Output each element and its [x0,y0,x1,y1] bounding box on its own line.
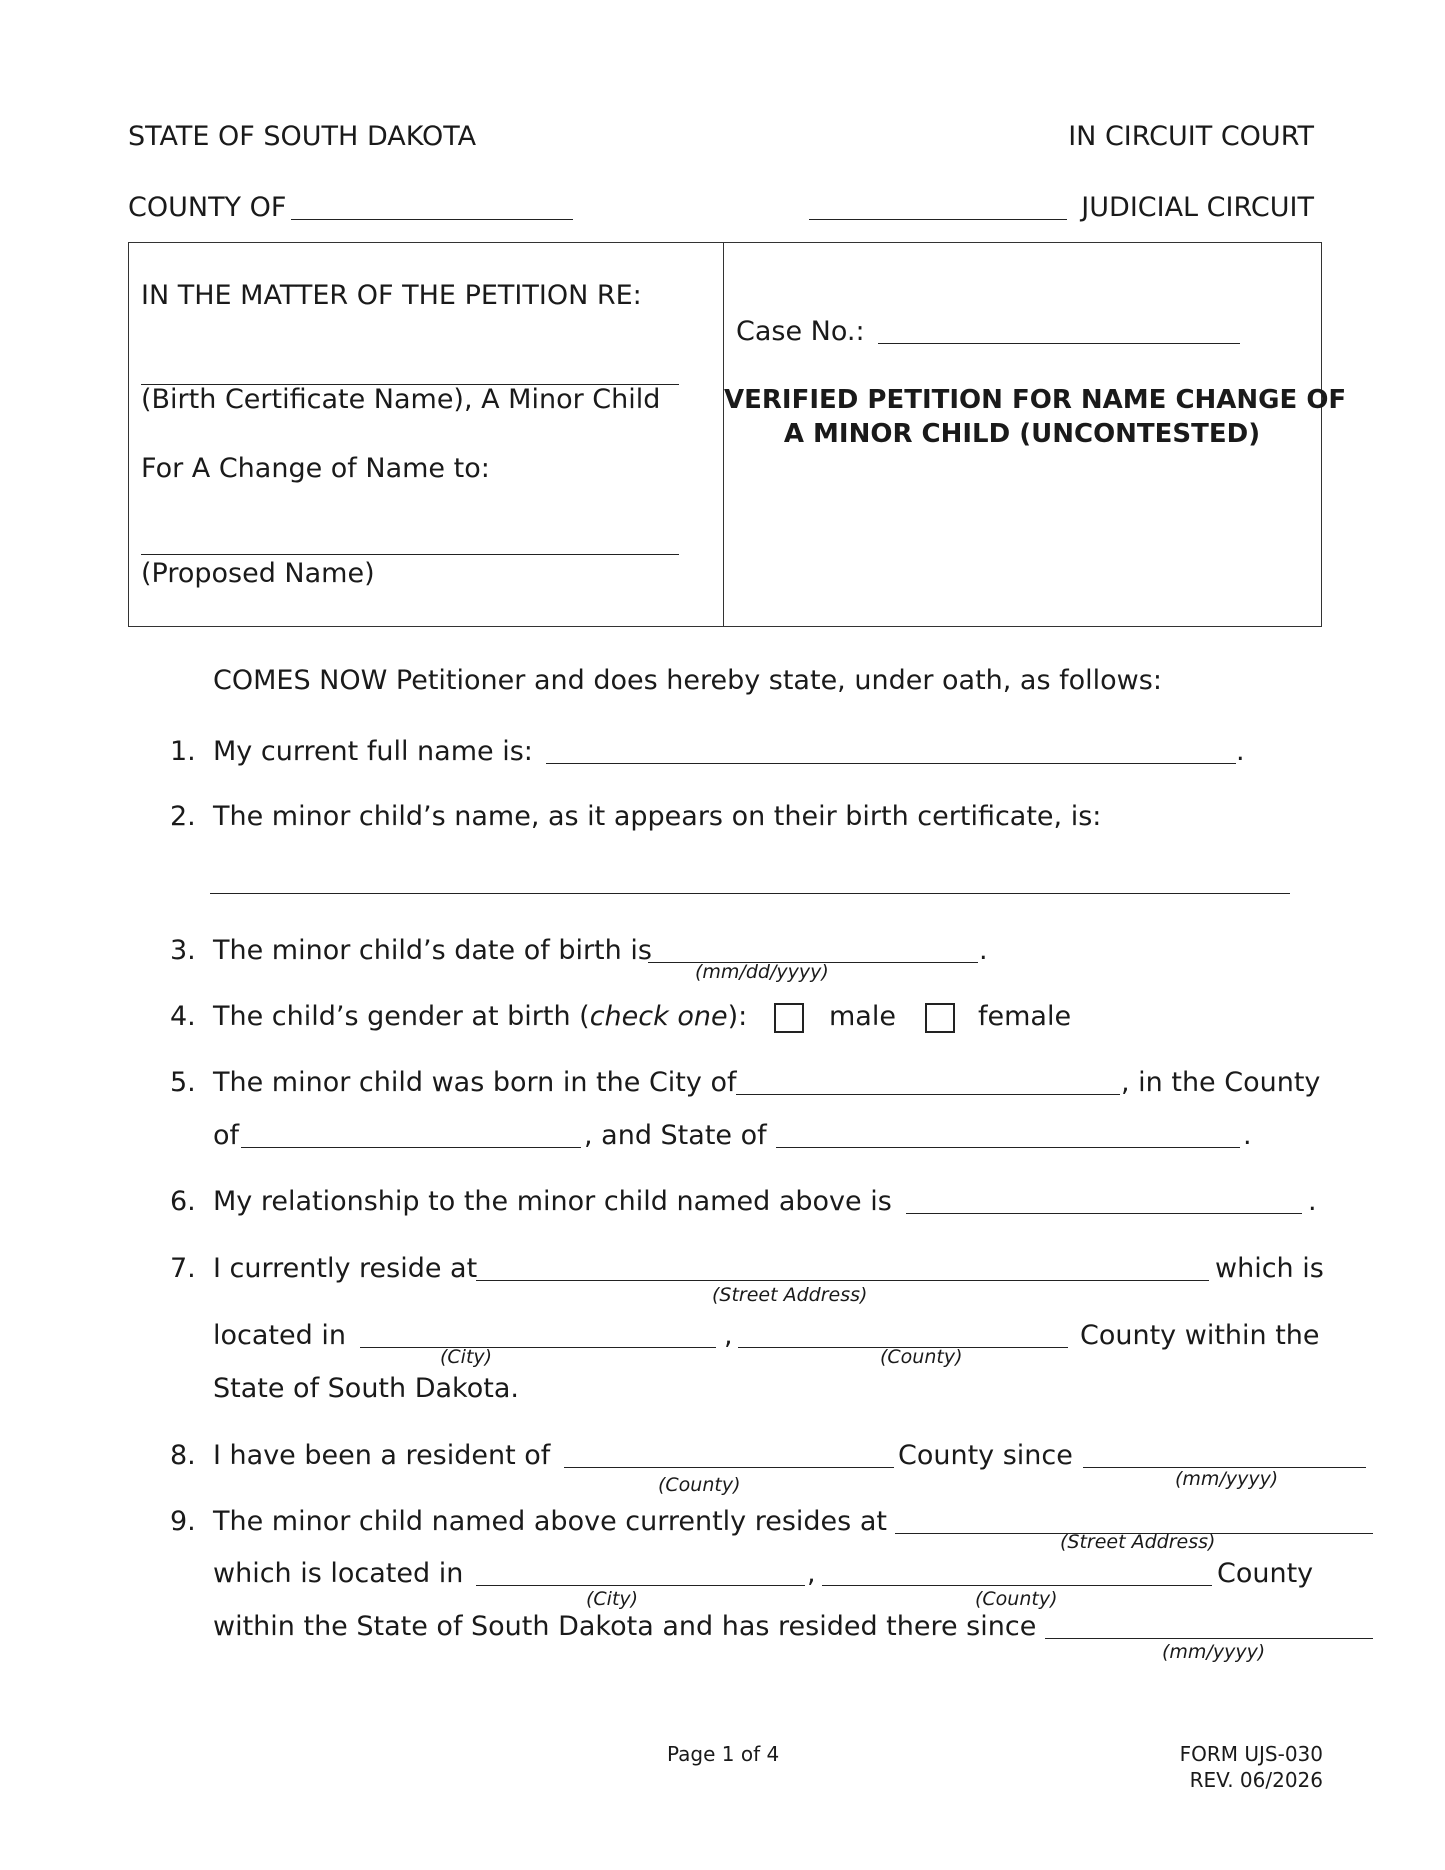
child-since-input-line[interactable] [1045,1638,1373,1639]
item5-state-text: , and State of [584,1120,767,1151]
court-heading: IN CIRCUIT COURT [1068,121,1314,152]
street-hint: (Street Address) [712,1284,868,1306]
date-hint: (mm/yyyy) [1162,1641,1266,1663]
item3-text: The minor child’s date of birth is [213,935,652,966]
form-number: FORM UJS-030 [1179,1742,1323,1766]
city-hint: (City) [440,1346,493,1368]
county-hint: (County) [658,1474,741,1496]
item7-county-text: County within the [1080,1320,1320,1351]
birth-name-label: (Birth Certificate Name), A Minor Child [141,384,661,415]
circuit-label: JUDICIAL CIRCUIT [1081,192,1314,223]
item8-since-text: County since [898,1440,1073,1471]
street-hint: (Street Address) [1060,1531,1216,1553]
birth-county-input-line[interactable] [241,1147,581,1148]
date-hint: (mm/yyyy) [1175,1468,1279,1490]
item1-text: My current full name is: [213,736,533,767]
item-number: 6. [170,1186,196,1217]
item5-text: The minor child was born in the City of [213,1067,737,1098]
item5-county-text: , in the County [1121,1067,1321,1098]
relationship-input-line[interactable] [906,1213,1302,1214]
child-city-input-line[interactable] [476,1585,805,1586]
birth-state-input-line[interactable] [776,1147,1240,1148]
change-to-text: For A Change of Name to: [141,453,490,484]
item4-text: The child’s gender at birth (check one): [213,1001,748,1032]
item-number: 5. [170,1067,196,1098]
item-number: 2. [170,801,196,832]
county-hint: (County) [975,1588,1058,1610]
matter-text: IN THE MATTER OF THE PETITION RE: [141,280,642,311]
item9-since-text: within the State of South Dakota and has resided there since [213,1611,1037,1642]
petitioner-city-input-line[interactable] [360,1347,716,1348]
item5-period: . [1243,1120,1252,1151]
item-number: 3. [170,935,196,966]
item9-located-text: which is located in [213,1558,464,1589]
item-number: 1. [170,736,196,767]
state-heading: STATE OF SOUTH DAKOTA [128,121,477,152]
intro-text: COMES NOW Petitioner and does hereby state, under oath, as follows: [213,665,1162,696]
female-checkbox[interactable] [925,1003,955,1033]
page-number: Page 1 of 4 [667,1742,780,1766]
item7-located-text: located in [213,1320,346,1351]
item3-period: . [979,935,988,966]
item7-state-text: State of South Dakota. [213,1373,519,1404]
case-no-label: Case No.: [736,316,865,347]
item7-text: I currently reside at [213,1253,478,1284]
item9-county-text: County [1217,1558,1314,1589]
proposed-name-label: (Proposed Name) [141,558,375,589]
case-no-input-line[interactable] [878,343,1240,344]
city-hint: (City) [586,1588,639,1610]
resident-county-input-line[interactable] [564,1467,894,1468]
item-number: 9. [170,1506,196,1537]
proposed-name-input-line[interactable] [141,554,679,555]
male-label: male [829,1001,896,1032]
county-hint: (County) [880,1346,963,1368]
item6-text: My relationship to the minor child named above is [213,1186,892,1217]
male-checkbox[interactable] [774,1003,804,1033]
item9-comma: , [807,1558,816,1589]
item6-period: . [1308,1186,1317,1217]
form-title-line1: VERIFIED PETITION FOR NAME CHANGE OF [724,385,1347,415]
current-name-input-line[interactable] [546,763,1236,764]
item7-which-text: which is [1215,1253,1324,1284]
item-number: 8. [170,1440,196,1471]
circuit-input-line[interactable] [809,219,1067,220]
county-input-line[interactable] [291,219,573,220]
item5-of-text: of [213,1120,240,1151]
item-number: 7. [170,1253,196,1284]
child-birth-name-input-line[interactable] [210,893,1290,894]
item-number: 4. [170,1001,196,1032]
birth-city-input-line[interactable] [736,1094,1120,1095]
form-title-line2: A MINOR CHILD (UNCONTESTED) [783,419,1261,449]
item9-text: The minor child named above currently resides at [213,1506,887,1537]
item1-period: . [1236,736,1245,767]
dob-hint: (mm/dd/yyyy) [695,961,829,983]
item2-text: The minor child’s name, as it appears on their birth certificate, is: [213,801,1102,832]
petitioner-street-input-line[interactable] [476,1280,1209,1281]
revision-date: REV. 06/2026 [1189,1768,1323,1792]
female-label: female [978,1001,1072,1032]
child-county-input-line[interactable] [822,1585,1212,1586]
item7-comma: , [724,1320,733,1351]
county-label: COUNTY OF [128,192,287,223]
item8-text: I have been a resident of [213,1440,551,1471]
